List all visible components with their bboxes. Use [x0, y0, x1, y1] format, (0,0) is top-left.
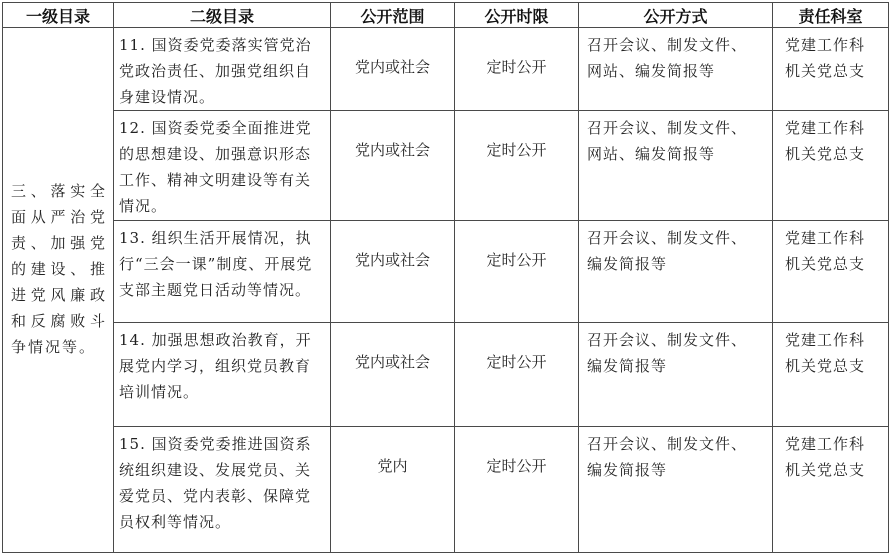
method-line: 召开会议、制发文件、 [587, 229, 748, 247]
method-cell [579, 323, 773, 427]
header-method: 公开方式 [579, 3, 773, 28]
header-row [3, 3, 889, 28]
scope-cell: 党内或社会 [331, 221, 455, 323]
level2-item: 12. 国资委党委全面推进党的思想建设、加强意识形态工作、精神文明建设等有关情况。 [114, 111, 331, 221]
method-line: 编发简报等 [587, 255, 668, 273]
table-row [3, 111, 889, 221]
method-line: 召开会议、制发文件、 [587, 36, 748, 54]
scope-cell: 党内或社会 [331, 111, 455, 221]
department-cell [773, 111, 889, 221]
department-line: 机关党总支 [785, 357, 866, 375]
method-line: 召开会议、制发文件、 [587, 331, 748, 349]
table-row [3, 221, 889, 323]
method-line: 编发简报等 [587, 357, 668, 375]
timing-cell: 定时公开 [455, 221, 579, 323]
method-line: 网站、编发简报等 [587, 145, 716, 163]
department-line: 机关党总支 [785, 145, 866, 163]
header-level2: 二级目录 [114, 3, 331, 28]
department-line: 机关党总支 [785, 62, 866, 80]
header-department: 责任科室 [773, 3, 889, 28]
table-row [3, 28, 889, 111]
department-line: 机关党总支 [785, 255, 866, 273]
level2-item: 11. 国资委党委落实管党治党政治责任、加强党组织自身建设情况。 [114, 28, 331, 111]
header-scope: 公开范围 [331, 3, 455, 28]
timing-cell: 定时公开 [455, 28, 579, 111]
department-line: 机关党总支 [785, 461, 866, 479]
method-cell [579, 221, 773, 323]
level1-category: 三、落实全面从严治党责、加强党的建设、推进党风廉政和反腐败斗争情况等。 [3, 28, 114, 553]
department-line: 党建工作科 [785, 435, 866, 453]
level2-item: 13. 组织生活开展情况，执行“三会一课”制度、开展党支部主题党日活动等情况。 [114, 221, 331, 323]
department-cell [773, 323, 889, 427]
method-line: 网站、编发简报等 [587, 62, 716, 80]
department-cell [773, 427, 889, 553]
level2-item: 14. 加强思想政治教育，开展党内学习，组织党员教育培训情况。 [114, 323, 331, 427]
scope-cell: 党内 [331, 427, 455, 553]
table-row [3, 427, 889, 553]
department-line: 党建工作科 [785, 229, 866, 247]
method-line: 编发简报等 [587, 461, 668, 479]
timing-cell: 定时公开 [455, 111, 579, 221]
level2-item: 15. 国资委党委推进国资系统组织建设、发展党员、关爱党员、党内表彰、保障党员权利等情况。 [114, 427, 331, 553]
table-row [3, 323, 889, 427]
timing-cell: 定时公开 [455, 427, 579, 553]
header-timing: 公开时限 [455, 3, 579, 28]
scope-cell: 党内或社会 [331, 28, 455, 111]
method-cell [579, 427, 773, 553]
department-cell [773, 28, 889, 111]
department-line: 党建工作科 [785, 331, 866, 349]
scope-cell: 党内或社会 [331, 323, 455, 427]
header-level1: 一级目录 [3, 3, 114, 28]
method-line: 召开会议、制发文件、 [587, 119, 748, 137]
method-cell [579, 111, 773, 221]
method-cell [579, 28, 773, 111]
department-cell [773, 221, 889, 323]
method-line: 召开会议、制发文件、 [587, 435, 748, 453]
department-line: 党建工作科 [785, 36, 866, 54]
disclosure-table [2, 2, 889, 553]
timing-cell: 定时公开 [455, 323, 579, 427]
department-line: 党建工作科 [785, 119, 866, 137]
